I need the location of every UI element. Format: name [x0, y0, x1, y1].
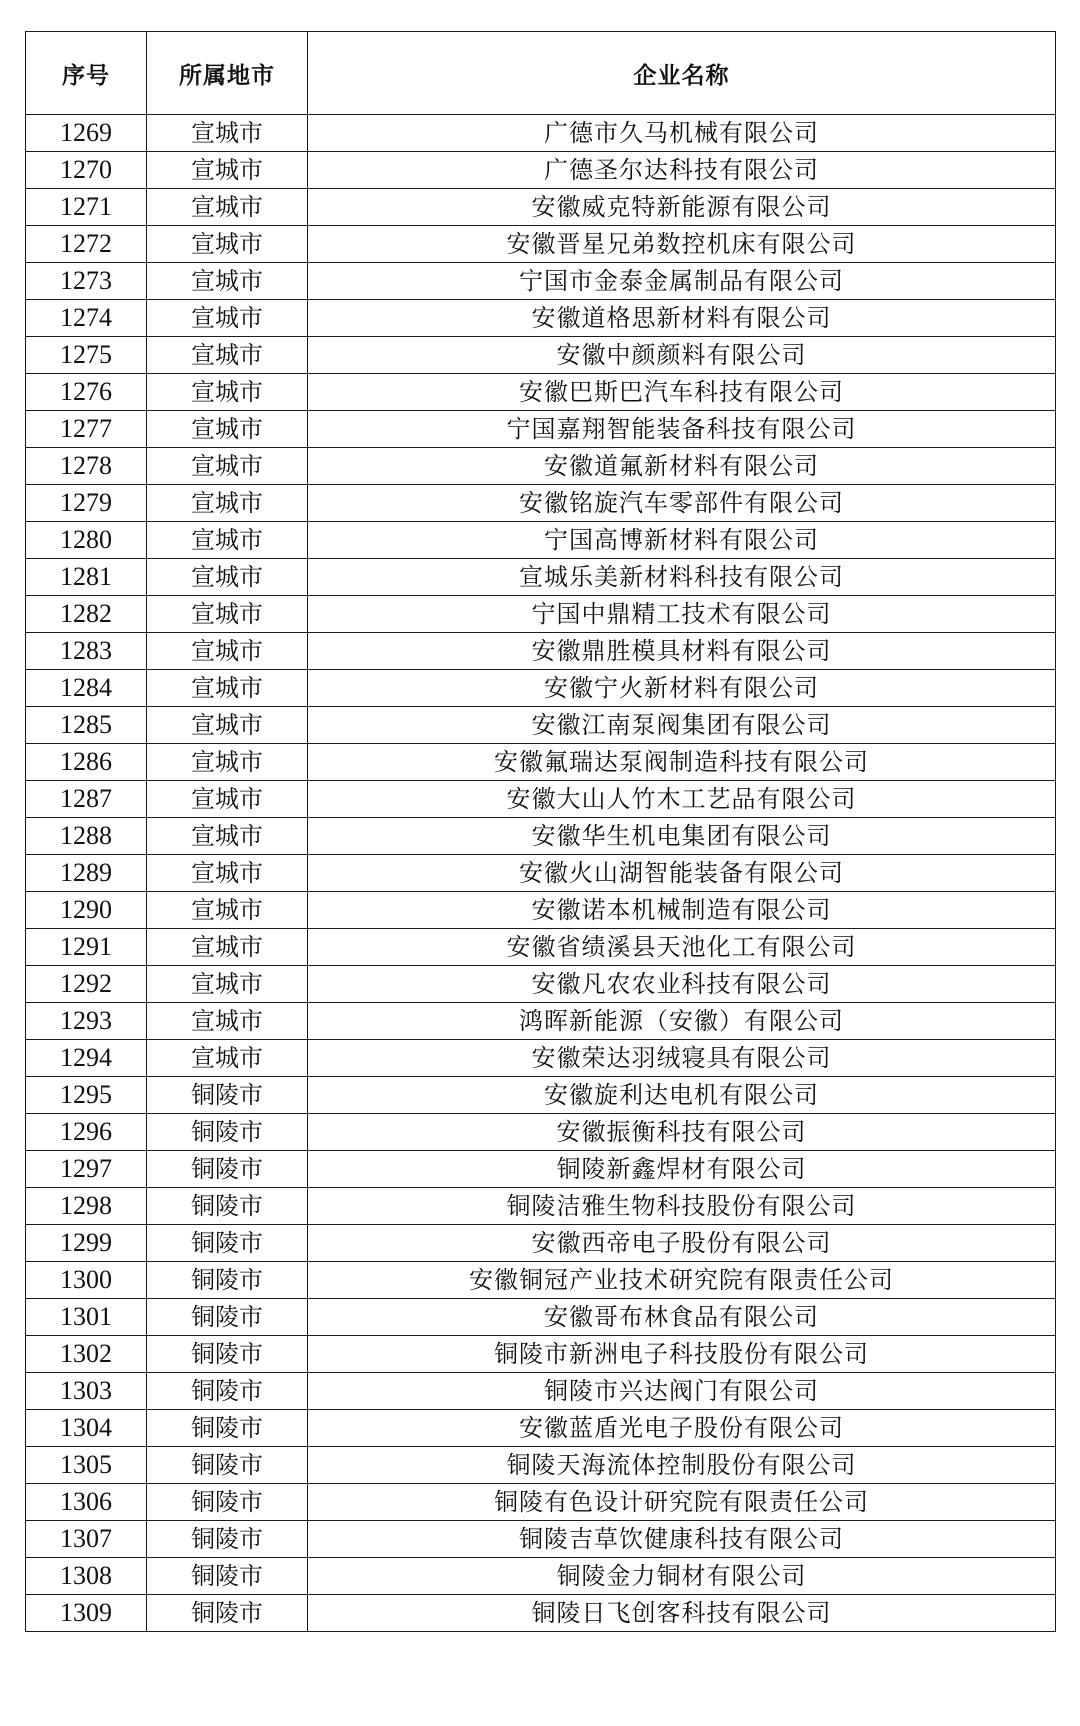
serial-number-cell: 1272 — [26, 226, 147, 263]
table-row — [26, 1595, 1056, 1632]
table-row — [26, 411, 1056, 448]
table-row — [26, 1003, 1056, 1040]
city-cell: 铜陵市 — [147, 1595, 308, 1632]
serial-number-cell: 1275 — [26, 337, 147, 374]
header-row — [26, 32, 1056, 115]
company-name-cell: 铜陵日飞创客科技有限公司 — [308, 1595, 1056, 1632]
table-row — [26, 781, 1056, 818]
city-cell: 宣城市 — [147, 411, 308, 448]
company-name-cell: 安徽华生机电集团有限公司 — [308, 818, 1056, 855]
city-cell: 宣城市 — [147, 559, 308, 596]
company-name-cell: 宁国高博新材料有限公司 — [308, 522, 1056, 559]
serial-number-cell: 1281 — [26, 559, 147, 596]
city-cell: 铜陵市 — [147, 1188, 308, 1225]
table-row — [26, 1040, 1056, 1077]
serial-number-cell: 1271 — [26, 189, 147, 226]
city-cell: 宣城市 — [147, 707, 308, 744]
serial-number-cell: 1277 — [26, 411, 147, 448]
city-cell: 宣城市 — [147, 263, 308, 300]
serial-number-cell: 1308 — [26, 1558, 147, 1595]
serial-number-cell: 1279 — [26, 485, 147, 522]
city-cell: 铜陵市 — [147, 1077, 308, 1114]
company-name-cell: 安徽铭旋汽车零部件有限公司 — [308, 485, 1056, 522]
table-row — [26, 263, 1056, 300]
company-name-cell: 安徽威克特新能源有限公司 — [308, 189, 1056, 226]
serial-number-cell: 1297 — [26, 1151, 147, 1188]
table-row — [26, 485, 1056, 522]
city-cell: 宣城市 — [147, 152, 308, 189]
serial-number-cell: 1302 — [26, 1336, 147, 1373]
table-row — [26, 1077, 1056, 1114]
company-name-cell: 安徽诺本机械制造有限公司 — [308, 892, 1056, 929]
table-row — [26, 115, 1056, 152]
table-row — [26, 633, 1056, 670]
city-cell: 铜陵市 — [147, 1484, 308, 1521]
city-cell: 铜陵市 — [147, 1373, 308, 1410]
city-cell: 宣城市 — [147, 929, 308, 966]
city-cell: 铜陵市 — [147, 1225, 308, 1262]
company-name-cell: 鸿晖新能源（安徽）有限公司 — [308, 1003, 1056, 1040]
company-name-cell: 广德市久马机械有限公司 — [308, 115, 1056, 152]
serial-number-cell: 1269 — [26, 115, 147, 152]
company-name-cell: 安徽大山人竹木工艺品有限公司 — [308, 781, 1056, 818]
table-row — [26, 337, 1056, 374]
header-city: 所属地市 — [147, 32, 308, 115]
company-name-cell: 铜陵金力铜材有限公司 — [308, 1558, 1056, 1595]
table-row — [26, 744, 1056, 781]
company-name-cell: 宣城乐美新材料科技有限公司 — [308, 559, 1056, 596]
city-cell: 宣城市 — [147, 892, 308, 929]
serial-number-cell: 1293 — [26, 1003, 147, 1040]
city-cell: 铜陵市 — [147, 1262, 308, 1299]
city-cell: 宣城市 — [147, 781, 308, 818]
city-cell: 宣城市 — [147, 966, 308, 1003]
serial-number-cell: 1299 — [26, 1225, 147, 1262]
company-name-cell: 铜陵市新洲电子科技股份有限公司 — [308, 1336, 1056, 1373]
company-name-cell: 安徽荣达羽绒寝具有限公司 — [308, 1040, 1056, 1077]
company-name-cell: 安徽江南泵阀集团有限公司 — [308, 707, 1056, 744]
table-row — [26, 929, 1056, 966]
company-name-cell: 宁国中鼎精工技术有限公司 — [308, 596, 1056, 633]
serial-number-cell: 1286 — [26, 744, 147, 781]
serial-number-cell: 1287 — [26, 781, 147, 818]
enterprise-list-table — [25, 31, 1056, 1632]
company-name-cell: 安徽西帝电子股份有限公司 — [308, 1225, 1056, 1262]
company-name-cell: 安徽铜冠产业技术研究院有限责任公司 — [308, 1262, 1056, 1299]
city-cell: 宣城市 — [147, 670, 308, 707]
table-row — [26, 1521, 1056, 1558]
table-row — [26, 1114, 1056, 1151]
serial-number-cell: 1273 — [26, 263, 147, 300]
table-row — [26, 1447, 1056, 1484]
company-name-cell: 安徽哥布林食品有限公司 — [308, 1299, 1056, 1336]
header-company-name: 企业名称 — [308, 32, 1056, 115]
company-name-cell: 安徽中颜颜料有限公司 — [308, 337, 1056, 374]
serial-number-cell: 1283 — [26, 633, 147, 670]
serial-number-cell: 1306 — [26, 1484, 147, 1521]
serial-number-cell: 1294 — [26, 1040, 147, 1077]
table-row — [26, 1558, 1056, 1595]
serial-number-cell: 1304 — [26, 1410, 147, 1447]
table-row — [26, 707, 1056, 744]
city-cell: 宣城市 — [147, 522, 308, 559]
table-row — [26, 966, 1056, 1003]
city-cell: 铜陵市 — [147, 1447, 308, 1484]
serial-number-cell: 1278 — [26, 448, 147, 485]
city-cell: 宣城市 — [147, 337, 308, 374]
table-row — [26, 892, 1056, 929]
company-name-cell: 安徽道氟新材料有限公司 — [308, 448, 1056, 485]
city-cell: 宣城市 — [147, 855, 308, 892]
table-row — [26, 1410, 1056, 1447]
table-row — [26, 855, 1056, 892]
serial-number-cell: 1289 — [26, 855, 147, 892]
company-name-cell: 安徽凡农农业科技有限公司 — [308, 966, 1056, 1003]
company-name-cell: 安徽省绩溪县天池化工有限公司 — [308, 929, 1056, 966]
serial-number-cell: 1305 — [26, 1447, 147, 1484]
table-row — [26, 670, 1056, 707]
city-cell: 宣城市 — [147, 448, 308, 485]
company-name-cell: 铜陵市兴达阀门有限公司 — [308, 1373, 1056, 1410]
serial-number-cell: 1290 — [26, 892, 147, 929]
table-row — [26, 522, 1056, 559]
serial-number-cell: 1282 — [26, 596, 147, 633]
serial-number-cell: 1288 — [26, 818, 147, 855]
city-cell: 铜陵市 — [147, 1558, 308, 1595]
city-cell: 宣城市 — [147, 596, 308, 633]
city-cell: 宣城市 — [147, 189, 308, 226]
table-row — [26, 559, 1056, 596]
table-row — [26, 596, 1056, 633]
company-name-cell: 安徽氟瑞达泵阀制造科技有限公司 — [308, 744, 1056, 781]
table-row — [26, 1188, 1056, 1225]
city-cell: 铜陵市 — [147, 1521, 308, 1558]
company-name-cell: 安徽巴斯巴汽车科技有限公司 — [308, 374, 1056, 411]
table-row — [26, 1484, 1056, 1521]
company-name-cell: 安徽旋利达电机有限公司 — [308, 1077, 1056, 1114]
city-cell: 铜陵市 — [147, 1114, 308, 1151]
serial-number-cell: 1285 — [26, 707, 147, 744]
company-name-cell: 铜陵洁雅生物科技股份有限公司 — [308, 1188, 1056, 1225]
serial-number-cell: 1296 — [26, 1114, 147, 1151]
table-row — [26, 374, 1056, 411]
table-row — [26, 1262, 1056, 1299]
serial-number-cell: 1284 — [26, 670, 147, 707]
city-cell: 宣城市 — [147, 300, 308, 337]
serial-number-cell: 1292 — [26, 966, 147, 1003]
city-cell: 宣城市 — [147, 485, 308, 522]
serial-number-cell: 1274 — [26, 300, 147, 337]
company-name-cell: 广德圣尔达科技有限公司 — [308, 152, 1056, 189]
table-row — [26, 1151, 1056, 1188]
serial-number-cell: 1291 — [26, 929, 147, 966]
serial-number-cell: 1307 — [26, 1521, 147, 1558]
serial-number-cell: 1303 — [26, 1373, 147, 1410]
company-name-cell: 安徽晋星兄弟数控机床有限公司 — [308, 226, 1056, 263]
table-row — [26, 226, 1056, 263]
serial-number-cell: 1301 — [26, 1299, 147, 1336]
company-name-cell: 安徽宁火新材料有限公司 — [308, 670, 1056, 707]
company-name-cell: 铜陵新鑫焊材有限公司 — [308, 1151, 1056, 1188]
company-name-cell: 铜陵天海流体控制股份有限公司 — [308, 1447, 1056, 1484]
table-row — [26, 1299, 1056, 1336]
city-cell: 铜陵市 — [147, 1410, 308, 1447]
city-cell: 宣城市 — [147, 115, 308, 152]
table-row — [26, 1225, 1056, 1262]
table-row — [26, 189, 1056, 226]
company-name-cell: 宁国嘉翔智能装备科技有限公司 — [308, 411, 1056, 448]
table-body — [26, 115, 1056, 1632]
table-row — [26, 818, 1056, 855]
city-cell: 铜陵市 — [147, 1151, 308, 1188]
company-name-cell: 宁国市金泰金属制品有限公司 — [308, 263, 1056, 300]
city-cell: 宣城市 — [147, 1003, 308, 1040]
table-row — [26, 448, 1056, 485]
table-row — [26, 1373, 1056, 1410]
serial-number-cell: 1295 — [26, 1077, 147, 1114]
serial-number-cell: 1298 — [26, 1188, 147, 1225]
city-cell: 铜陵市 — [147, 1299, 308, 1336]
company-name-cell: 安徽火山湖智能装备有限公司 — [308, 855, 1056, 892]
table-row — [26, 300, 1056, 337]
company-name-cell: 安徽道格思新材料有限公司 — [308, 300, 1056, 337]
company-name-cell: 铜陵有色设计研究院有限责任公司 — [308, 1484, 1056, 1521]
table-row — [26, 1336, 1056, 1373]
company-name-cell: 铜陵吉草饮健康科技有限公司 — [308, 1521, 1056, 1558]
city-cell: 宣城市 — [147, 818, 308, 855]
city-cell: 宣城市 — [147, 1040, 308, 1077]
city-cell: 宣城市 — [147, 633, 308, 670]
company-name-cell: 安徽蓝盾光电子股份有限公司 — [308, 1410, 1056, 1447]
serial-number-cell: 1280 — [26, 522, 147, 559]
city-cell: 宣城市 — [147, 744, 308, 781]
city-cell: 宣城市 — [147, 374, 308, 411]
header-serial-number: 序号 — [26, 32, 147, 115]
table-row — [26, 152, 1056, 189]
serial-number-cell: 1276 — [26, 374, 147, 411]
city-cell: 宣城市 — [147, 226, 308, 263]
city-cell: 铜陵市 — [147, 1336, 308, 1373]
serial-number-cell: 1300 — [26, 1262, 147, 1299]
company-name-cell: 安徽鼎胜模具材料有限公司 — [308, 633, 1056, 670]
serial-number-cell: 1309 — [26, 1595, 147, 1632]
serial-number-cell: 1270 — [26, 152, 147, 189]
table-header — [26, 32, 1056, 115]
company-name-cell: 安徽振衡科技有限公司 — [308, 1114, 1056, 1151]
